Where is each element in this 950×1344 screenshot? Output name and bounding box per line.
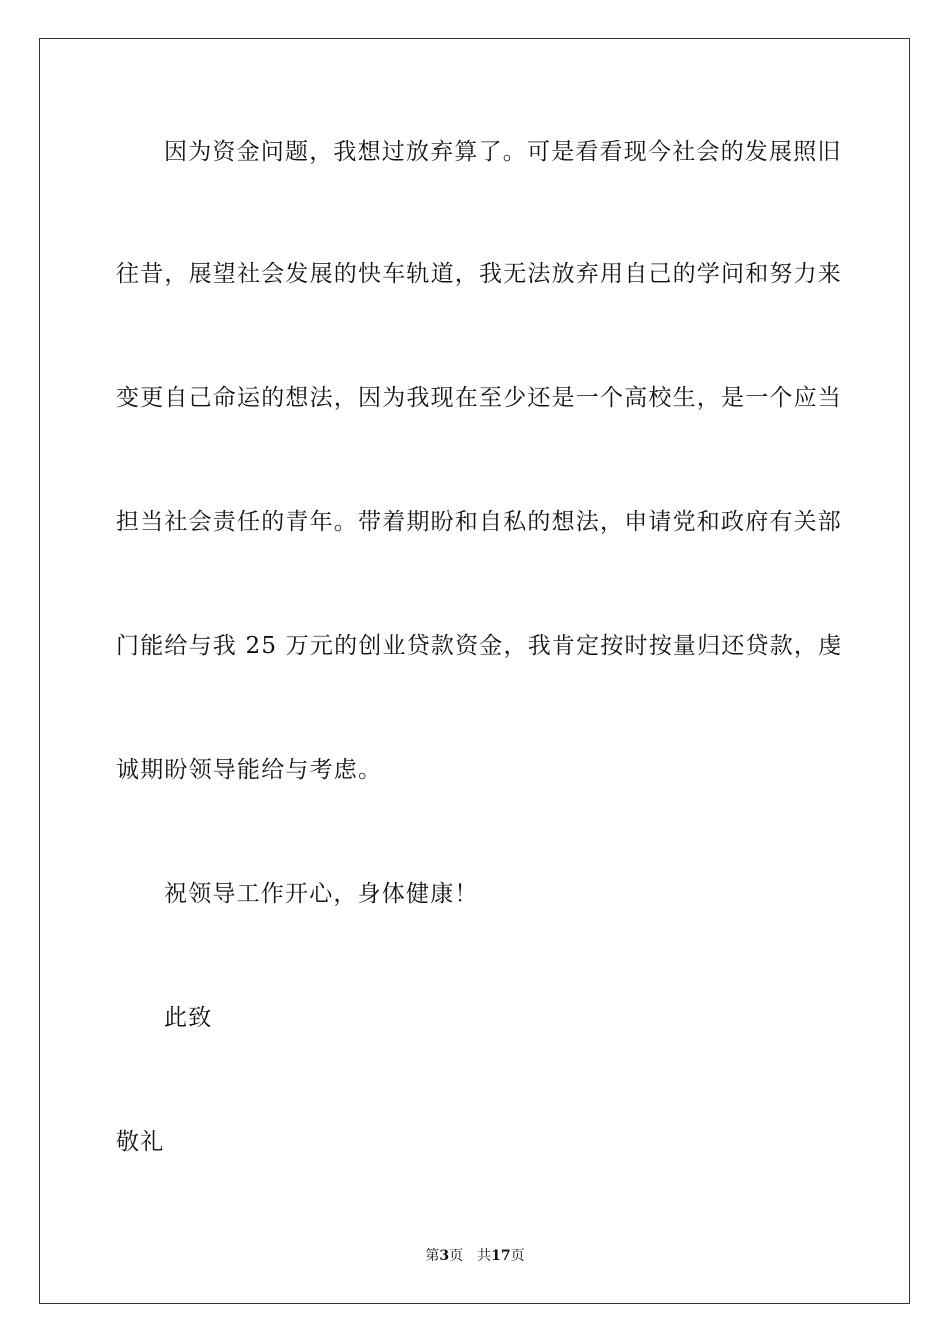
page-suffix: 页 — [449, 1248, 464, 1264]
page-number: 3 — [439, 1248, 450, 1264]
paragraph-line-4: 担当社会责任的青年。带着期盼和自私的想法，申请党和政府有关部 — [116, 509, 842, 535]
page-frame — [39, 38, 910, 1304]
total-pages: 17 — [491, 1248, 511, 1264]
closing-salutation: 此致 — [164, 1005, 213, 1031]
paragraph-line-6: 诚期盼领导能给与考虑。 — [116, 757, 383, 783]
page-prefix: 第 — [425, 1248, 440, 1264]
total-suffix: 页 — [510, 1248, 525, 1264]
paragraph-line-2: 往昔，展望社会发展的快车轨道，我无法放弃用自己的学问和努力来 — [116, 261, 842, 287]
closing-wish: 祝领导工作开心，身体健康！ — [164, 881, 479, 907]
paragraph-line-3: 变更自己命运的想法，因为我现在至少还是一个高校生，是一个应当 — [116, 385, 842, 411]
closing-respect: 敬礼 — [116, 1129, 165, 1155]
total-prefix: 共 — [477, 1248, 492, 1264]
page-footer — [0, 1246, 950, 1266]
paragraph-line-1: 因为资金问题，我想过放弃算了。可是看看现今社会的发展照旧 — [164, 139, 842, 165]
paragraph-line-5: 门能给与我 25 万元的创业贷款资金，我肯定按时按量归还贷款，虔 — [116, 633, 843, 659]
